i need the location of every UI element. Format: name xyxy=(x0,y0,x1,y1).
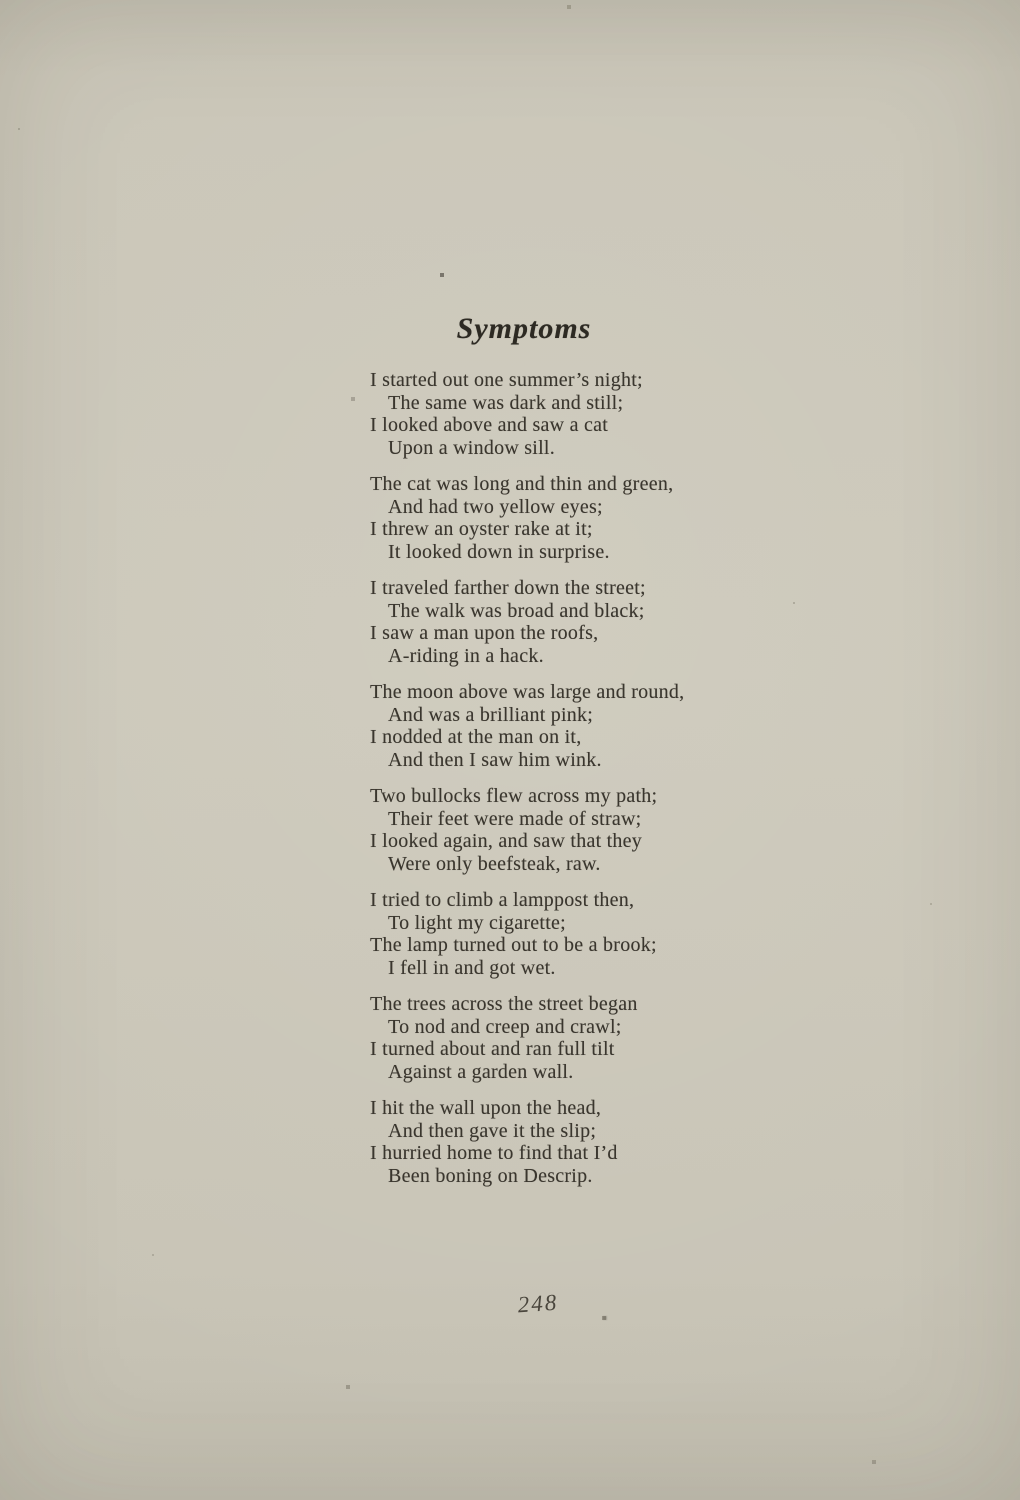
poem-line: The cat was long and thin and green, xyxy=(370,473,674,495)
poem-line: The trees across the street began xyxy=(370,993,638,1015)
poem-line: It looked down in surprise. xyxy=(388,540,610,563)
paper-specks xyxy=(0,0,2,2)
poem-line: Upon a window sill. xyxy=(388,436,555,459)
stanza xyxy=(370,681,684,771)
poem-body xyxy=(370,369,684,1201)
poem-line: The same was dark and still; xyxy=(388,391,624,414)
stanza xyxy=(370,473,684,563)
poem-line: I looked again, and saw that they xyxy=(370,830,643,852)
poem-line: I saw a man upon the roofs, xyxy=(370,622,599,644)
stanza xyxy=(370,889,684,979)
poem-line: I hit the wall upon the head, xyxy=(370,1097,602,1119)
poem-line: And was a brilliant pink; xyxy=(388,703,594,726)
poem-line: Their feet were made of straw; xyxy=(388,807,642,830)
poem-line: I turned about and ran full tilt xyxy=(370,1038,615,1060)
poem-line: A-riding in a hack. xyxy=(388,644,544,667)
poem-line: And had two yellow eyes; xyxy=(388,495,603,518)
page-number: 248 xyxy=(516,1289,560,1318)
poem-line: I traveled farther down the street; xyxy=(370,577,646,599)
poem-line: The walk was broad and black; xyxy=(388,599,645,622)
stanza xyxy=(370,369,684,459)
poem-line: I hurried home to find that I’d xyxy=(370,1142,618,1164)
poem-line: I threw an oyster rake at it; xyxy=(370,518,593,540)
poem-line: And then gave it the slip; xyxy=(388,1119,597,1142)
poem-line: To nod and creep and crawl; xyxy=(388,1015,622,1038)
poem-line: Been boning on Descrip. xyxy=(388,1164,593,1187)
poem-line: To light my cigarette; xyxy=(388,911,566,934)
stanza xyxy=(370,993,684,1083)
poem-line: And then I saw him wink. xyxy=(388,748,602,771)
stanza xyxy=(370,785,684,875)
poem-line: Were only beefsteak, raw. xyxy=(388,852,601,875)
poem-line: The lamp turned out to be a brook; xyxy=(370,934,657,956)
poem-line: Two bullocks flew across my path; xyxy=(370,785,658,807)
stanza xyxy=(370,577,684,667)
poem-title: Symptoms xyxy=(456,312,592,345)
poem-line: The moon above was large and round, xyxy=(370,681,685,703)
poem-line: I nodded at the man on it, xyxy=(370,726,582,748)
poem-line: I tried to climb a lamppost then, xyxy=(370,889,635,911)
stanza xyxy=(370,1097,684,1187)
poem-line: I started out one summer’s night; xyxy=(370,369,643,391)
poem-line: Against a garden wall. xyxy=(388,1060,574,1083)
poem-line: I looked above and saw a cat xyxy=(370,414,609,436)
poem-line: I fell in and got wet. xyxy=(388,956,556,979)
